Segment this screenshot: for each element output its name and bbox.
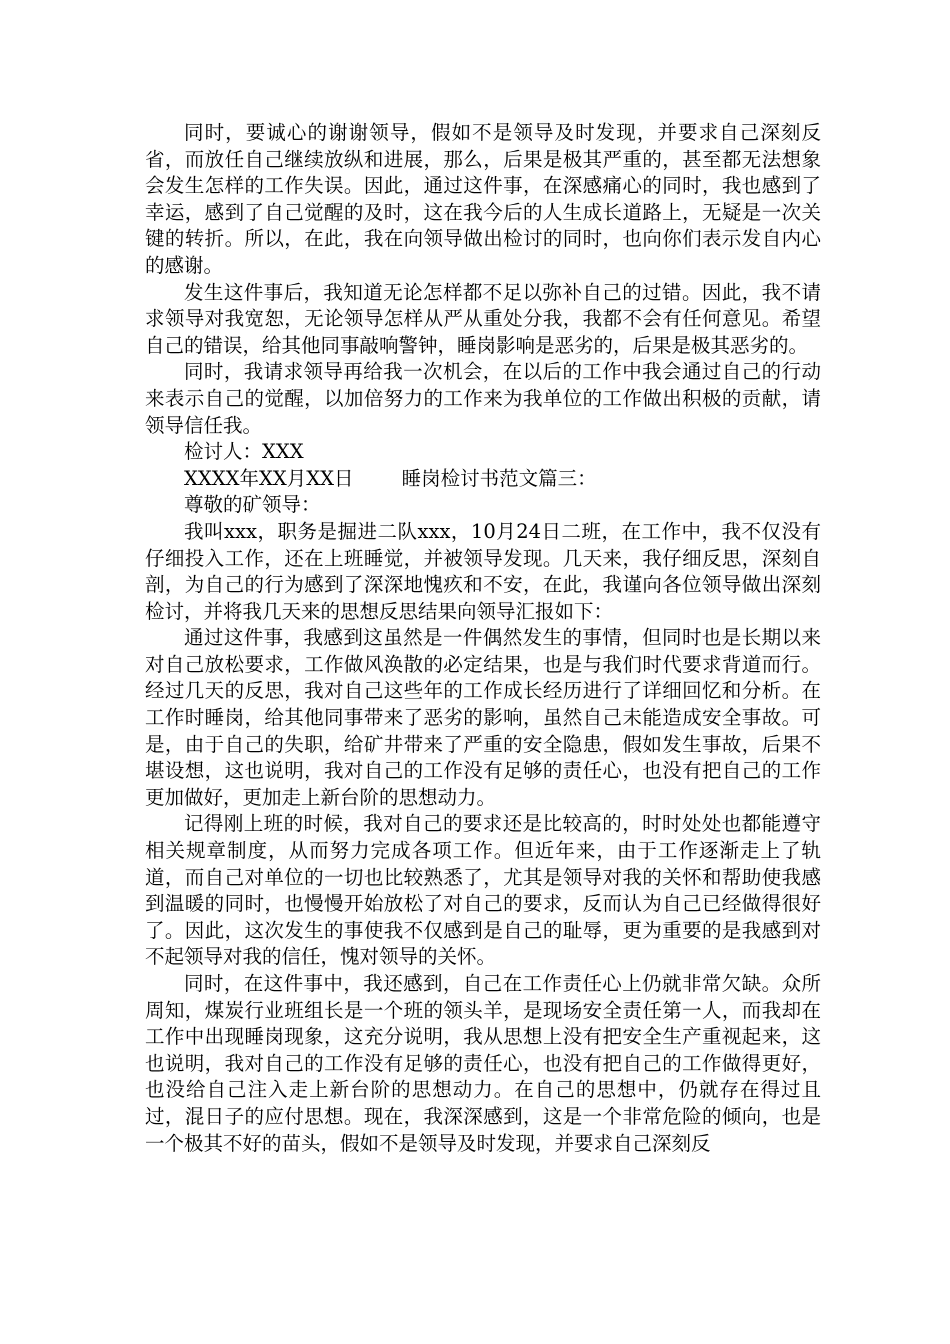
paragraph-request-chance: 同时，我请求领导再给我一次机会，在以后的工作中我会通过自己的行动来表示自己的觉醒，以加倍努力的工作来为我单位的工作做出积极的贡献，请领导信任我。 [145,360,821,437]
paragraph-reflection: 通过这件事，我感到这虽然是一件偶然发生的事情，但同时也是长期以来对自己放松要求，工作做风涣散的必定结果，也是与我们时代要求背道而行。经过几天的反思，我对自己这些年的工作成长经历进行了详细回忆和分析。在工作时睡岗，给其他同事带来了恶劣的影响，虽然自己未能造成安全事故。可是，由于自己的失职，给矿井带来了严重的安全隐患，假如发生事故，后果不堪设想，这也说明，我对自己的工作没有足够的责任心，也没有把自己的工作更加做好，更加走上新台阶的思想动力。 [145,626,821,809]
paragraph-memory: 记得刚上班的时候，我对自己的要求还是比较高的，时时处处也都能遵守相关规章制度，从而努力完成各项工作。但近年来，由于工作逐渐走上了轨道，而自己对单位的一切也比较熟悉了，尤其是领导对我的关怀和帮助使我感到温暖的同时，也慢慢开始放松了对自己的要求，反而认为自己已经做得很好了。因此，这次发生的事使我不仅感到是自己的耻辱，更为重要的是我感到对不起领导对我的信任，愧对领导的关怀。 [145,812,821,969]
paragraph-no-excuse: 发生这件事后，我知道无论怎样都不足以弥补自己的过错。因此，我不请求领导对我宽恕，无论领导怎样从严从重处分我，我都不会有任何意见。希望自己的错误，给其他同事敲响警钟，睡岗影响是恶劣的，后果是极其恶劣的。 [145,280,821,357]
signature-line: 检讨人：XXX [184,440,304,464]
paragraph-thanks: 同时，要诚心的谢谢领导，假如不是领导及时发现，并要求自己深刻反省，而放任自己继续放纵和进展，那么，后果是极其严重的，甚至都无法想象会发生怎样的工作失误。因此，通过这件事，在深感痛心的同时，我也感到了幸运，感到了自己觉醒的及时，这在我今后的人生成长道路上，无疑是一次关键的转折。所以，在此，我在向领导做出检讨的同时，也向你们表示发自内心的感谢。 [145,121,821,277]
paragraph-responsibility: 同时，在这件事中，我还感到，自己在工作责任心上仍就非常欠缺。众所周知，煤炭行业班组长是一个班的领头羊，是现场安全责任第一人，而我却在工作中出现睡岗现象，这充分说明，我从思想上没有把安全生产重视起来，这也说明，我对自己的工作没有足够的责任心，也没有把自己的工作做得更好，也没给自己注入走上新台阶的思想动力。在自己的思想中，仍就存在得过且过，混日子的应付思想。现在，我深深感到，这是一个非常危险的倾向，也是一个极其不好的苗头，假如不是领导及时发现，并要求自己深刻反 [145,972,821,1155]
date-line: XXXX年XX月XX日 [184,466,354,490]
document-page [145,120,821,1157]
paragraph-introduction: 我叫xxx，职务是掘进二队xxx，10月24日二班，在工作中，我不仅没有仔细投入工作，还在上班睡觉，并被领导发现。几天来，我仔细反思，深刻自剖，为自己的行为感到了深深地愧疚和不安，在此，我谨向各位领导做出深刻检讨，并将我几天来的思想反思结果向领导汇报如下： [145,519,821,623]
salutation: 尊敬的矿领导： [184,493,321,517]
date-and-section-line [145,466,821,493]
section-title: 睡岗检讨书范文篇三： [401,466,597,490]
